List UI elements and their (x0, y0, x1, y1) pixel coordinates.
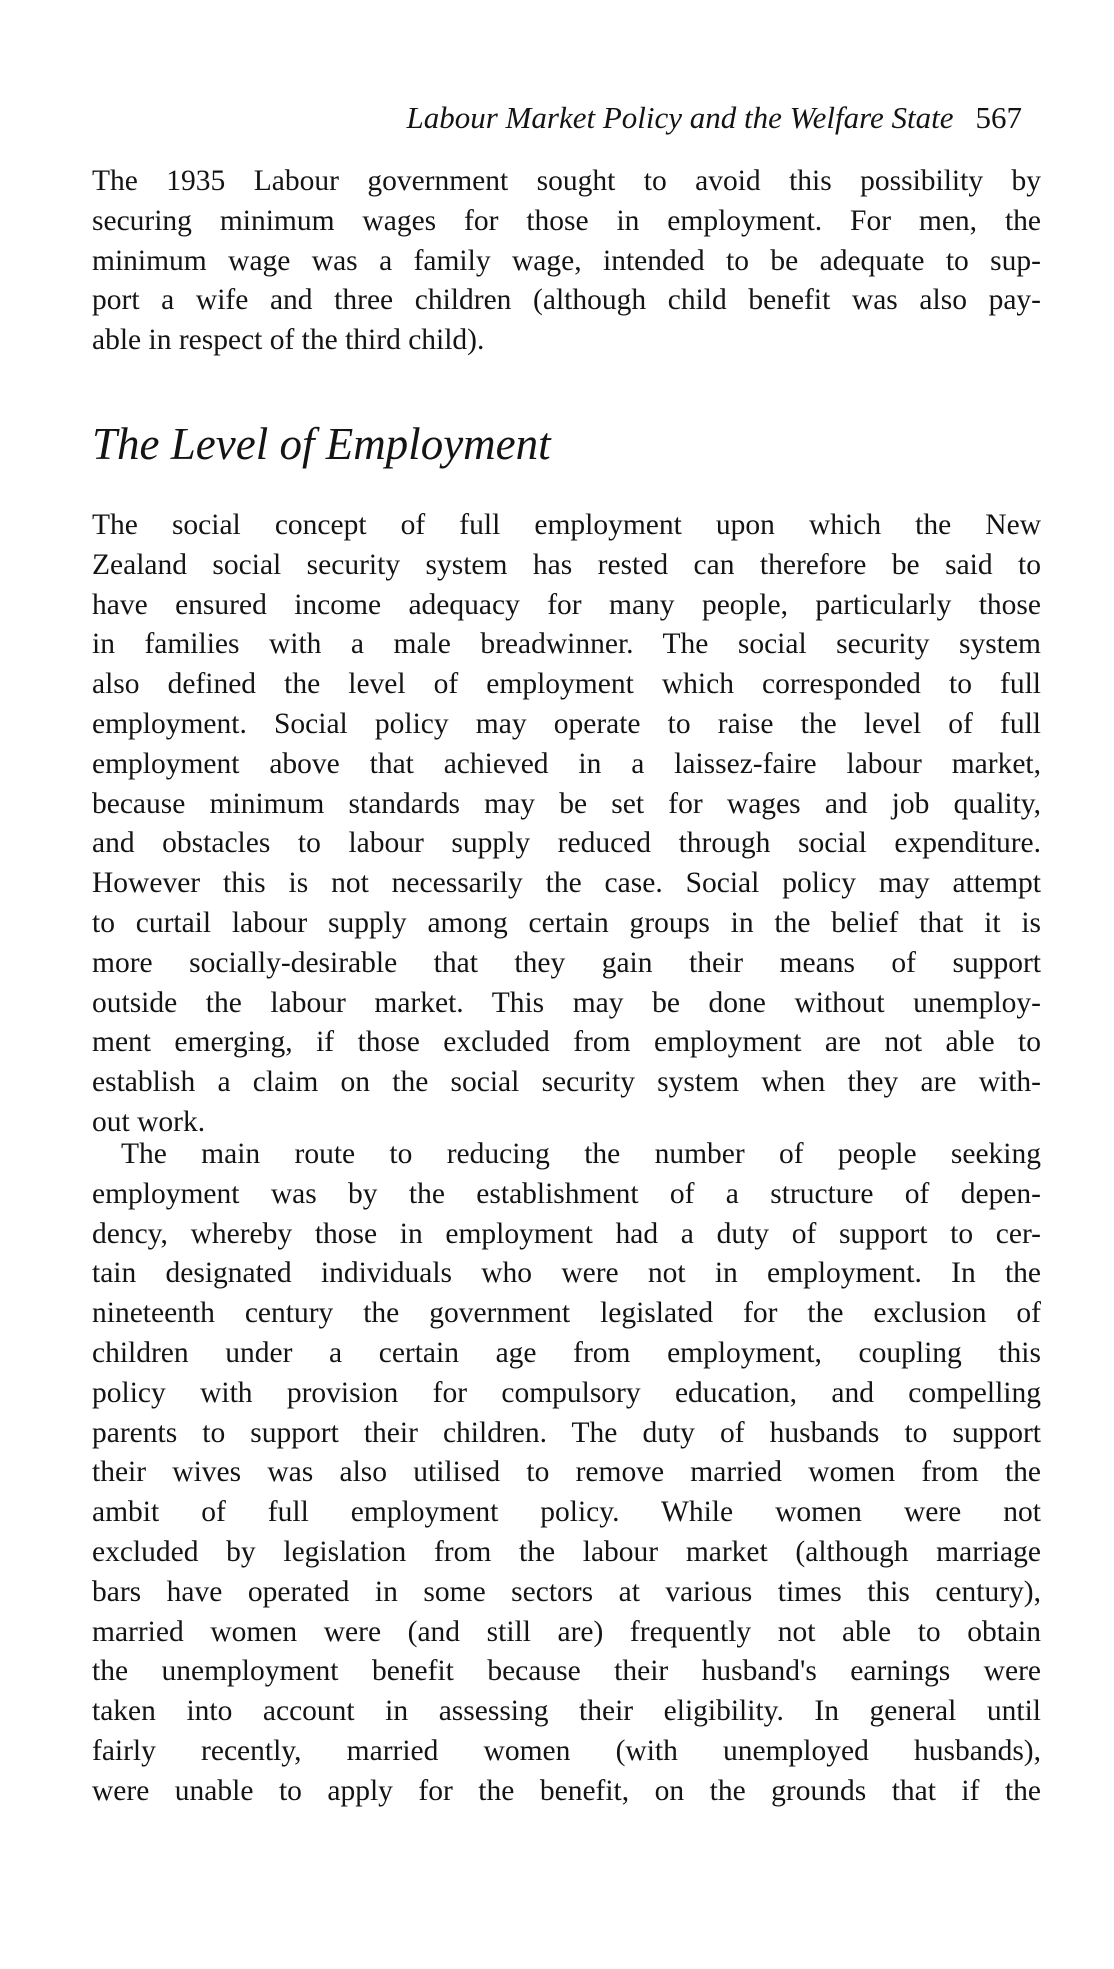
text-line: securing minimum wages for those in employment. For men, the (92, 204, 1041, 237)
text-line: The 1935 Labour government sought to avoid this possibility by (92, 165, 1041, 197)
text-line: ambit of full employment policy. While women were not (92, 1496, 1041, 1529)
text-line: The main route to reducing the number of people seeking (121, 1138, 1041, 1170)
text-line: employment above that achieved in a laissez-faire labour market, (92, 747, 1041, 780)
text-line: bars have operated in some sectors at various times this century), (92, 1575, 1041, 1608)
text-line: minimum wage was a family wage, intended to be adequate to sup- (92, 244, 1041, 277)
page-number: 567 (975, 100, 1022, 135)
text-line: tain designated individuals who were not in employment. In the (92, 1257, 1041, 1290)
text-line: more socially-desirable that they gain their means of support (92, 946, 1041, 979)
running-header (407, 98, 1023, 138)
text-line: nineteenth century the government legislated for the exclusion of (92, 1297, 1041, 1330)
text-line: in families with a male breadwinner. The social security system (92, 628, 1041, 661)
text-line: outside the labour market. This may be done without unemploy- (92, 986, 1041, 1019)
text-line: ment emerging, if those excluded from employment are not able to (92, 1026, 1041, 1059)
running-title: Labour Market Policy and the Welfare State (406, 100, 954, 135)
text-line: married women were (and still are) frequently not able to obtain (92, 1615, 1041, 1648)
text-line: were unable to apply for the benefit, on the grounds that if the (92, 1774, 1041, 1807)
section-paragraph-1 (92, 506, 1041, 1143)
text-line: and obstacles to labour supply reduced through social expenditure. (92, 827, 1041, 860)
text-line: Zealand social security system has rested can therefore be said to (92, 548, 1041, 581)
text-line: the unemployment benefit because their husband's earnings were (92, 1655, 1041, 1688)
text-line: The social concept of full employment upon which the New (92, 509, 1041, 541)
section-paragraph-2 (92, 1135, 1041, 1812)
text-line: to curtail labour supply among certain groups in the belief that it is (92, 906, 1041, 939)
text-line: port a wife and three children (although child benefit was also pay- (92, 284, 1041, 317)
text-line: parents to support their children. The duty of husbands to support (92, 1416, 1041, 1449)
text-line: able in respect of the third child). (92, 324, 485, 357)
text-line: also defined the level of employment which corresponded to full (92, 668, 1041, 701)
text-line: excluded by legislation from the labour market (although marriage (92, 1535, 1041, 1568)
intro-paragraph (92, 162, 1041, 361)
text-line: their wives was also utilised to remove married women from the (92, 1456, 1041, 1489)
text-line: establish a claim on the social security system when they are with- (92, 1066, 1041, 1099)
text-line: children under a certain age from employment, coupling this (92, 1336, 1041, 1369)
text-line: taken into account in assessing their eligibility. In general until (92, 1695, 1041, 1728)
text-line: fairly recently, married women (with unemployed husbands), (92, 1734, 1041, 1767)
text-line: dency, whereby those in employment had a duty of support to cer- (92, 1217, 1041, 1250)
text-line: because minimum standards may be set for wages and job quality, (92, 787, 1041, 820)
text-line: policy with provision for compulsory education, and compelling (92, 1376, 1041, 1409)
text-line: However this is not necessarily the case. Social policy may attempt (92, 867, 1041, 900)
text-line: have ensured income adequacy for many people, particularly those (92, 588, 1041, 621)
text-line: out work. (92, 1105, 206, 1138)
text-line: employment was by the establishment of a structure of depen- (92, 1177, 1041, 1210)
text-line: employment. Social policy may operate to raise the level of full (92, 707, 1041, 740)
section-heading: The Level of Employment (92, 419, 551, 469)
